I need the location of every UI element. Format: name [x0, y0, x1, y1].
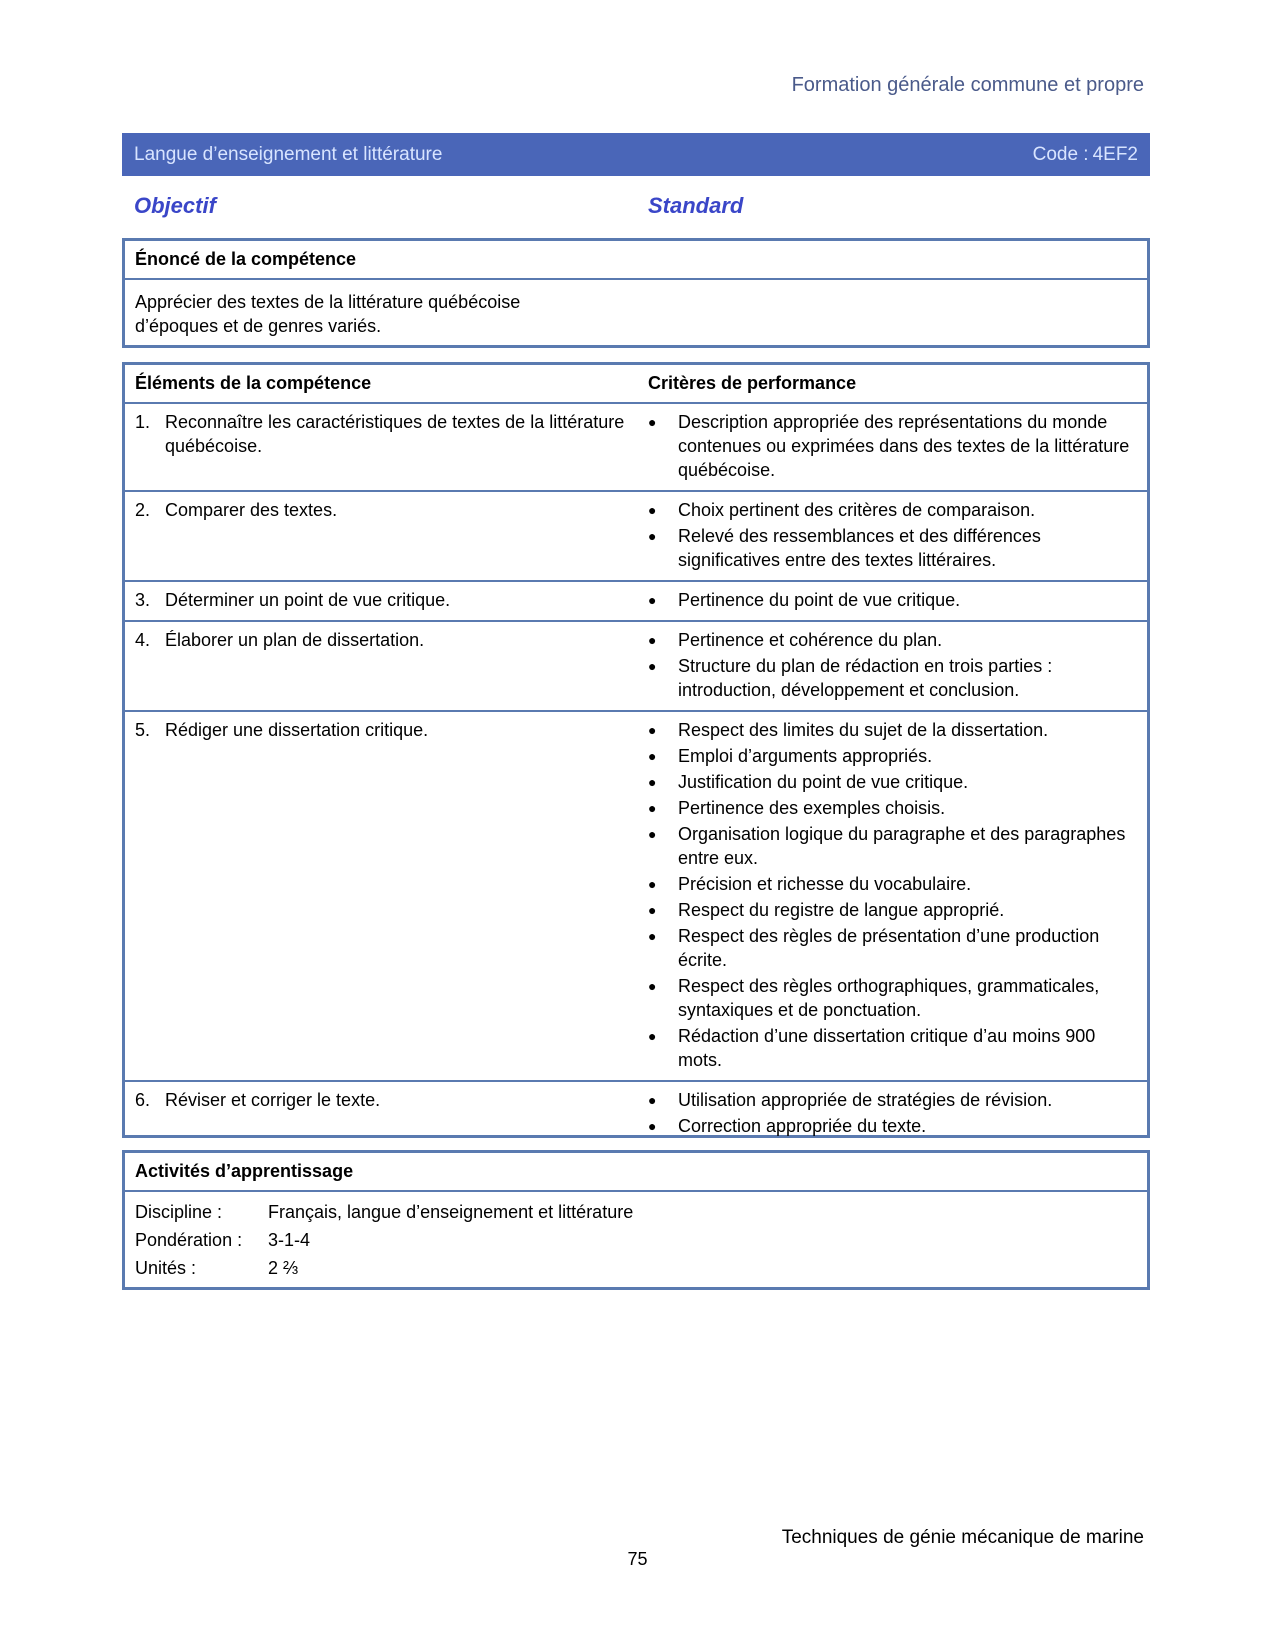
bullet-icon: ●	[648, 826, 657, 842]
bullet-icon: ●	[648, 902, 657, 918]
bullet-icon: ●	[648, 1118, 657, 1134]
criterion-item	[648, 796, 1137, 820]
bullet-icon: ●	[648, 528, 657, 544]
criterion-item	[648, 872, 1137, 896]
criterion-item	[648, 524, 1137, 572]
criterion-item	[648, 1088, 1137, 1112]
criterion-item	[648, 744, 1137, 768]
bullet-icon: ●	[648, 774, 657, 790]
elements-section	[122, 362, 1150, 1138]
criterion-item	[648, 410, 1137, 482]
criterion-item	[648, 654, 1137, 702]
enonce-section	[122, 238, 1150, 348]
element-text: Déterminer un point de vue critique.	[165, 590, 451, 610]
criteria-list	[648, 410, 1137, 484]
criterion-text: Emploi d’arguments appropriés.	[678, 746, 933, 766]
element-number: 5.	[135, 720, 151, 740]
bullet-icon: ●	[648, 722, 657, 738]
criterion-text: Pertinence et cohérence du plan.	[678, 630, 943, 650]
element-row	[125, 710, 1147, 1080]
bullet-icon: ●	[648, 928, 657, 944]
unites-line	[135, 1254, 1137, 1282]
criterion-item	[648, 1114, 1137, 1138]
discipline-value: Français, langue d’enseignement et littérature	[268, 1202, 634, 1222]
element-description	[135, 1088, 648, 1140]
criterion-text: Justification du point de vue critique.	[678, 772, 969, 792]
element-row	[125, 404, 1147, 490]
criterion-text: Relevé des ressemblances et des différences significatives entre des textes littéraires.	[678, 526, 1041, 570]
criterion-text: Organisation logique du paragraphe et des paragraphes entre eux.	[678, 824, 1126, 868]
activites-heading-text: Activités d’apprentissage	[135, 1161, 354, 1181]
criterion-item	[648, 628, 1137, 652]
course-discipline: Langue d’enseignement et littérature	[134, 143, 443, 165]
criteria-list	[648, 1088, 1137, 1140]
activites-details	[125, 1192, 1147, 1288]
criterion-text: Rédaction d’une dissertation critique d’au moins 900 mots.	[678, 1026, 1096, 1070]
criterion-item	[648, 718, 1137, 742]
bullet-icon: ●	[648, 748, 657, 764]
element-number: 2.	[135, 500, 151, 520]
ponderation-label: Pondération :	[135, 1230, 243, 1250]
code-value: 4EF2	[1092, 143, 1138, 165]
element-text: Rédiger une dissertation critique.	[165, 720, 429, 740]
criteria-list	[648, 588, 1137, 614]
course-code	[1033, 144, 1138, 166]
elements-heading-right: Critères de performance	[648, 373, 857, 393]
ponderation-line	[135, 1226, 1137, 1254]
criterion-item	[648, 822, 1137, 870]
element-row	[125, 580, 1147, 620]
criterion-text: Pertinence du point de vue critique.	[678, 590, 961, 610]
objectif-label: Objectif	[134, 193, 216, 218]
criterion-item	[648, 924, 1137, 972]
element-description	[135, 410, 648, 484]
criterion-text: Structure du plan de rédaction en trois parties : introduction, développement et conclusion.	[678, 656, 1053, 700]
objective-row	[134, 193, 1144, 223]
element-text: Élaborer un plan de dissertation.	[165, 630, 425, 650]
element-number: 4.	[135, 630, 151, 650]
criterion-text: Correction appropriée du texte.	[678, 1116, 927, 1136]
element-description	[135, 498, 648, 574]
criterion-item	[648, 498, 1137, 522]
criterion-text: Utilisation appropriée de stratégies de révision.	[678, 1090, 1053, 1110]
element-text: Réviser et corriger le texte.	[165, 1090, 381, 1110]
discipline-label: Discipline :	[135, 1202, 223, 1222]
enonce-text: Apprécier des textes de la littérature québécoise d’époques et de genres variés.	[135, 292, 521, 336]
criterion-item	[648, 898, 1137, 922]
enonce-heading-text: Énoncé de la compétence	[135, 249, 357, 269]
unites-value: 2 ⅔	[268, 1258, 299, 1278]
bullet-icon: ●	[648, 502, 657, 518]
enonce-heading	[125, 241, 1147, 280]
code-label: Code :	[1032, 143, 1089, 165]
criteria-list	[648, 718, 1137, 1074]
bullet-icon: ●	[648, 414, 657, 430]
criterion-text: Respect du registre de langue approprié.	[678, 900, 1005, 920]
course-title-bar	[122, 133, 1150, 176]
criterion-item	[648, 1024, 1137, 1072]
activites-heading	[125, 1153, 1147, 1192]
bullet-icon: ●	[648, 800, 657, 816]
bullet-icon: ●	[648, 978, 657, 994]
criterion-item	[648, 974, 1137, 1022]
bullet-icon: ●	[648, 632, 657, 648]
criteria-list	[648, 628, 1137, 704]
standard-label: Standard	[648, 193, 744, 218]
bullet-icon: ●	[648, 1092, 657, 1108]
criterion-text: Précision et richesse du vocabulaire.	[678, 874, 972, 894]
bullet-icon: ●	[648, 658, 657, 674]
criterion-text: Respect des règles de présentation d’une production écrite.	[678, 926, 1100, 970]
element-number: 3.	[135, 590, 151, 610]
element-number: 6.	[135, 1090, 151, 1110]
element-row	[125, 1080, 1147, 1146]
elements-heading-left: Éléments de la compétence	[135, 373, 372, 393]
criterion-text: Choix pertinent des critères de comparaison.	[678, 500, 1036, 520]
activites-section	[122, 1150, 1150, 1290]
ponderation-value: 3-1-4	[268, 1230, 311, 1250]
element-description	[135, 628, 648, 704]
bullet-icon: ●	[648, 592, 657, 608]
criterion-text: Pertinence des exemples choisis.	[678, 798, 946, 818]
element-number: 1.	[135, 412, 151, 432]
criteria-list	[648, 498, 1137, 574]
discipline-line	[135, 1198, 1137, 1226]
page-number: 75	[627, 1549, 648, 1569]
bullet-icon: ●	[648, 1028, 657, 1044]
criterion-text: Description appropriée des représentations du monde contenues ou exprimées dans des textes de la littérature québécoise.	[678, 412, 1130, 480]
unites-label: Unités :	[135, 1258, 197, 1278]
footer-program: Techniques de génie mécanique de marine	[781, 1527, 1144, 1548]
element-text: Comparer des textes.	[165, 500, 338, 520]
element-description	[135, 588, 648, 614]
criterion-item	[648, 588, 1137, 612]
elements-heading	[125, 365, 1147, 404]
element-row	[125, 620, 1147, 710]
element-text: Reconnaître les caractéristiques de textes de la littérature québécoise.	[165, 412, 625, 456]
element-rows	[125, 404, 1147, 1146]
criterion-item	[648, 770, 1137, 794]
bullet-icon: ●	[648, 876, 657, 892]
section-header: Formation générale commune et propre	[791, 74, 1144, 96]
element-row	[125, 490, 1147, 580]
criterion-text: Respect des limites du sujet de la dissertation.	[678, 720, 1049, 740]
criterion-text: Respect des règles orthographiques, grammaticales, syntaxiques et de ponctuation.	[678, 976, 1100, 1020]
element-description	[135, 718, 648, 1074]
